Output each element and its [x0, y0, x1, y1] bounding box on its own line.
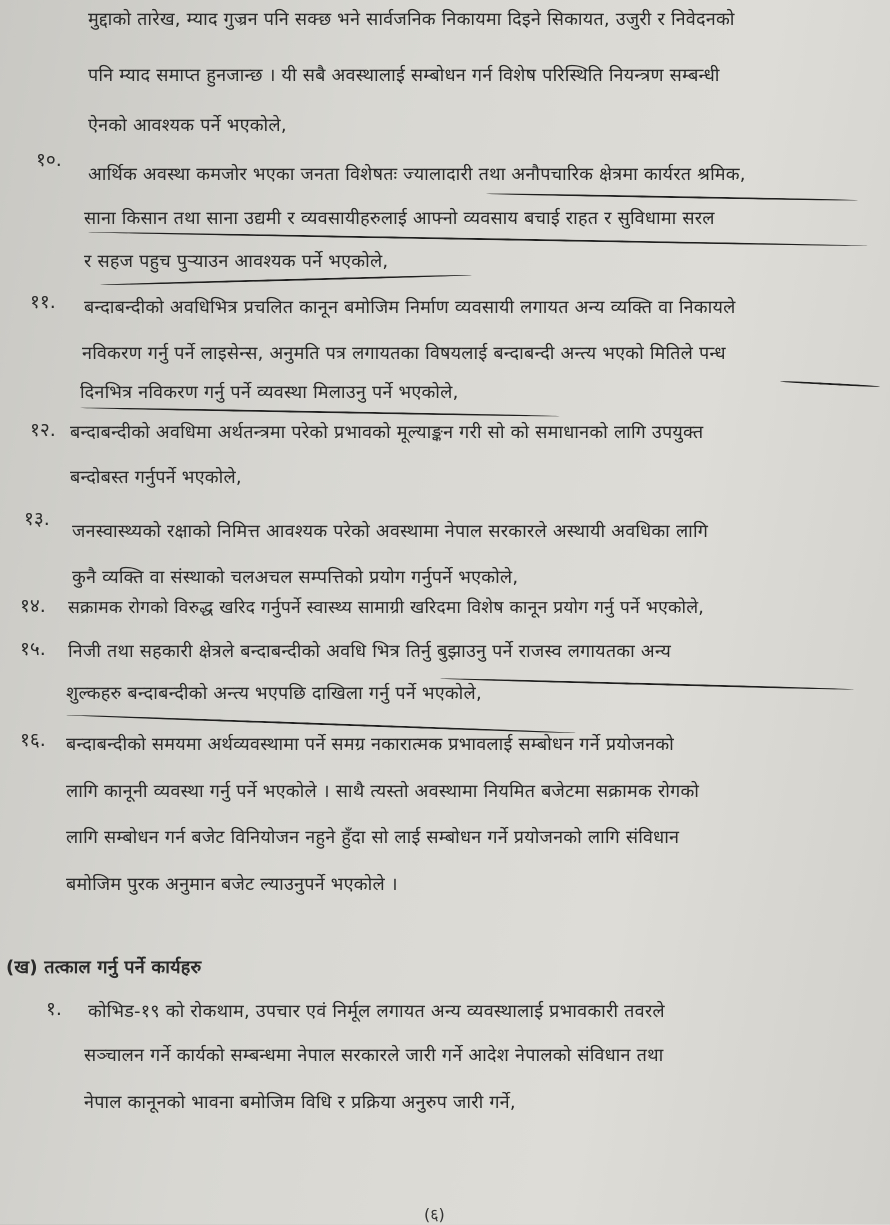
- item-number: ११.: [30, 291, 56, 313]
- item-16-line-2: लागि कानूनी व्यवस्था गर्नु पर्ने भएकोले । साथै त्यस्तो अवस्थामा नियमित बजेटमा सक्रामक रोगको: [66, 781, 700, 802]
- section-b-item-1-line-3: नेपाल कानूनको भावना बमोजिम विधि र प्रक्रिया अनुरुप जारी गर्ने,: [84, 1092, 516, 1113]
- page-number: (६): [424, 1205, 445, 1224]
- item-16-line-1: बन्दाबन्दीको समयमा अर्थव्यवस्थामा पर्ने समग्र नकारात्मक प्रभावलाई सम्बोधन गर्ने प्रयोजनको: [66, 734, 675, 755]
- underline-mark: [440, 678, 854, 691]
- item-10-line-3: र सहज पहुच पुर्‍याउन आवश्यक पर्ने भएकोले,: [84, 251, 389, 272]
- item-number: १३.: [24, 508, 50, 530]
- section-b-item-1-line-2: सञ्चालन गर्ने कार्यको सम्बन्धमा नेपाल सरकारले जारी गर्ने आदेश नेपालको संविधान तथा: [84, 1045, 664, 1066]
- underline-mark: [66, 714, 576, 734]
- intro-line-3: ऐनको आवश्यक पर्ने भएकोले,: [88, 115, 287, 136]
- item-14-line-1: सक्रामक रोगको विरुद्ध खरिद गर्नुपर्ने स्वास्थ्य सामाग्री खरिदमा विशेष कानून प्रयोग गर्नु पर्ने भएकोले,: [68, 598, 705, 618]
- item-11-line-2: नविकरण गर्नु पर्ने लाइसेन्स, अनुमति पत्र लगायतका विषयलाई बन्दाबन्दी अन्त्य भएको मितिले पन्ध: [82, 343, 726, 364]
- underline-mark: [780, 380, 880, 387]
- item-11-line-1: बन्दाबन्दीको अवधिभित्र प्रचलित कानून बमोजिम निर्माण व्यवसायी लगायत अन्य व्यक्ति वा निकायले: [84, 297, 736, 318]
- item-15-line-1: निजी तथा सहकारी क्षेत्रले बन्दाबन्दीको अवधि भित्र तिर्नु बुझाउनु पर्ने राजस्व लगायतका अन्य: [68, 641, 671, 662]
- underline-mark: [486, 193, 858, 201]
- underline-mark: [80, 407, 560, 417]
- item-number: १४.: [20, 595, 46, 617]
- item-16-line-4: बमोजिम पुरक अनुमान बजेट ल्याउनुपर्ने भएकोले ।: [66, 874, 398, 895]
- section-b-item-1-line-1: कोभिड-१९ को रोकथाम, उपचार एवं निर्मूल लगायत अन्य व्यवस्थालाई प्रभावकारी तवरले: [88, 1001, 665, 1022]
- item-number: १६.: [20, 729, 46, 751]
- item-11-line-3: दिनभित्र नविकरण गर्नु पर्ने व्यवस्था मिलाउनु पर्ने भएकोले,: [80, 382, 459, 403]
- item-10-line-1: आर्थिक अवस्था कमजोर भएका जनता विशेषतः ज्यालादारी तथा अनौपचारिक क्षेत्रमा कार्यरत श्रमिक,: [88, 164, 746, 185]
- item-15-line-2: शुल्कहरु बन्दाबन्दीको अन्त्य भएपछि दाखिला गर्नु पर्ने भएकोले,: [66, 683, 482, 704]
- item-10-line-2: साना किसान तथा साना उद्यमी र व्यवसायीहरुलाई आफ्नो व्यवसाय बचाई राहत र सुविधामा सरल: [84, 208, 715, 229]
- underline-mark: [100, 274, 472, 286]
- item-12-line-2: बन्दोबस्त गर्नुपर्ने भएकोले,: [70, 467, 242, 488]
- item-number: १५.: [20, 638, 46, 660]
- item-12-line-1: बन्दाबन्दीको अवधिमा अर्थतन्त्रमा परेको प्रभावको मूल्याङ्कन गरी सो को समाधानको लागि उपयुक्त: [70, 422, 704, 443]
- item-13-line-1: जनस्वास्थ्यको रक्षाको निमित्त आवश्यक परेको अवस्थामा नेपाल सरकारले अस्थायी अवधिका लागि: [72, 521, 709, 542]
- section-heading: (ख) तत्काल गर्नु पर्ने कार्यहरु: [6, 957, 202, 978]
- item-number: १.: [46, 998, 62, 1020]
- item-16-line-3: लागि सम्बोधन गर्न बजेट विनियोजन नहुने हुँदा सो लाई सम्बोधन गर्ने प्रयोजनको लागि संविधान: [66, 827, 680, 848]
- underline-mark: [88, 231, 868, 247]
- intro-line-1: मुद्दाको तारेख, म्याद गुज्रन पनि सक्छ भने सार्वजनिक निकायमा दिइने सिकायत, उजुरी र निवेदनको: [88, 9, 735, 30]
- intro-line-2: पनि म्याद समाप्त हुनजान्छ । यी सबै अवस्थालाई सम्बोधन गर्न विशेष परिस्थिति नियन्त्रण सम्बन्धी: [88, 65, 720, 86]
- item-number: १२.: [30, 419, 56, 441]
- item-number: १०.: [36, 149, 62, 171]
- item-13-line-2: कुनै व्यक्ति वा संस्थाको चलअचल सम्पत्तिको प्रयोग गर्नुपर्ने भएकोले,: [72, 567, 519, 588]
